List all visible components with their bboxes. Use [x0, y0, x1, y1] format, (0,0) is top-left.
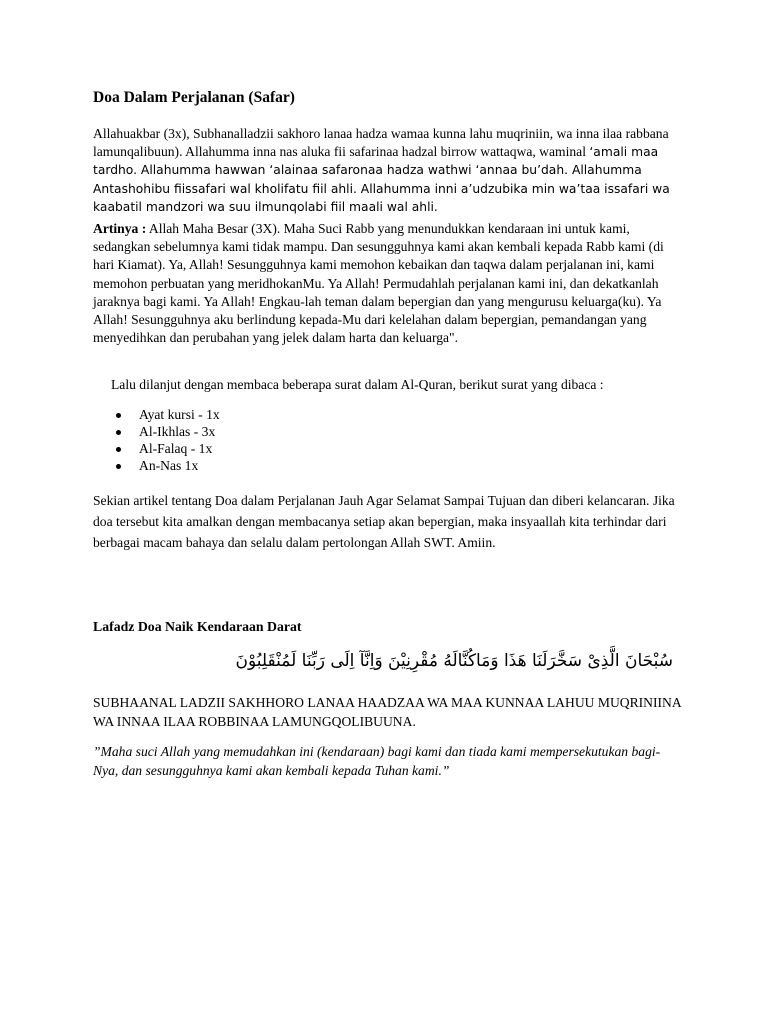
- artinya-label: Artinya :: [93, 221, 147, 236]
- transliteration-part-1: Allahuakbar (3x), Subhanalladzii sakhoro lanaa hadza wamaa kunna lahu muqriniin, wa inna ilaa rabbana lamunqalibuun). Allahumma inna nas aluka fii safarinaa hadzal birrow wattaqwa, waminal: [93, 126, 669, 160]
- closing-paragraph: Sekian artikel tentang Doa dalam Perjalanan Jauh Agar Selamat Sampai Tujuan dan diberi kelancaran. Jika doa tersebut kita amalkan dengan membacanya setiap akan bepergian, maka insyaallah kita terhindar dari berbagai macam bahaya dan selalu dalam pertolongan Allah SWT. Amiin.: [93, 493, 675, 550]
- page-title: Doa Dalam Perjalanan (Safar): [93, 89, 295, 106]
- list-item: [93, 457, 220, 474]
- list-item: [93, 440, 220, 457]
- bullet-icon: [116, 413, 121, 418]
- arabic-doa: سُبْحَانَ الَّذِىْ سَخَّرَلَنَا هَذَا وَمَاكُنَّالَهُ مُقْرِنِيْنَ وَاِنَّآ اِلَى رَبِّنَا لَمُنْقَلِبُوْنَ: [235, 651, 673, 671]
- list-item-label: Ayat kursi - 1x: [139, 407, 220, 422]
- list-item-label: An-Nas 1x: [139, 458, 199, 473]
- latin-transliteration-caps: SUBHAANAL LADZII SAKHHORO LANAA HAADZAA WA MAA KUNNAA LAHUU MUQRINIINA WA INNAA ILAA ROBBINAA LAMUNGQOLIBUUNA.: [93, 695, 681, 729]
- artinya-paragraph: [93, 220, 683, 347]
- bullet-icon: [116, 447, 121, 452]
- artinya-text: Allah Maha Besar (3X). Maha Suci Rabb yang menundukkan kendaraan ini untuk kami, sedangkan sebelumnya kami tidak mampu. Dan sesungguhnya kami akan kembali kepada Rabb kami (di hari Kiamat). Ya, Allah! Sesungguhnya kami memohon kebaikan dan taqwa dalam perjalanan ini, kami memohon perbuatan yang meridhokanMu. Ya Allah! Permudahlah perjalanan kami ini, dan dekatkanlah jaraknya bagi kami. Ya Allah! Engkau-lah teman dalam bepergian dan yang mengurusu keluarga(ku). Ya Allah! Sesungguhnya aku berlindung kepada-Mu dari kelelahan dalam bepergian, pemandangan yang menyedihkan dan perubahan yang jelek dalam harta dan keluarga".: [93, 221, 664, 346]
- list-item-label: Al-Falaq - 1x: [139, 441, 213, 456]
- bullet-icon: [116, 464, 121, 469]
- list-item-label: Al-Ikhlas - 3x: [139, 424, 216, 439]
- translation-italic: ”Maha suci Allah yang memudahkan ini (kendaraan) bagi kami dan tiada kami mempersekutukan bagi-Nya, dan sesungguhnya kami akan kembali kepada Tuhan kami.”: [93, 744, 661, 778]
- list-item: [93, 423, 220, 440]
- list-item: [93, 406, 220, 423]
- transliteration-part-2: ‘amali maa tardho. Allahumma hawwan ‘alainaa safaronaa hadza wathwi ‘annaa bu’dah. Allahumma Antashohibu fiissafari wal kholifatu fiil ahli. Allahumma inni a’udzubika min wa’taa issafari wa kaabatil mandzori wa suu ilmunqolabi fiil maali wal ahli.: [93, 145, 670, 214]
- doa-transliteration: [93, 125, 683, 216]
- section-subtitle: Lafadz Doa Naik Kendaraan Darat: [93, 619, 302, 634]
- lanjut-paragraph: Lalu dilanjut dengan membaca beberapa surat dalam Al-Quran, berikut surat yang dibaca :: [111, 377, 604, 392]
- bullet-icon: [116, 430, 121, 435]
- surat-list: [93, 406, 220, 474]
